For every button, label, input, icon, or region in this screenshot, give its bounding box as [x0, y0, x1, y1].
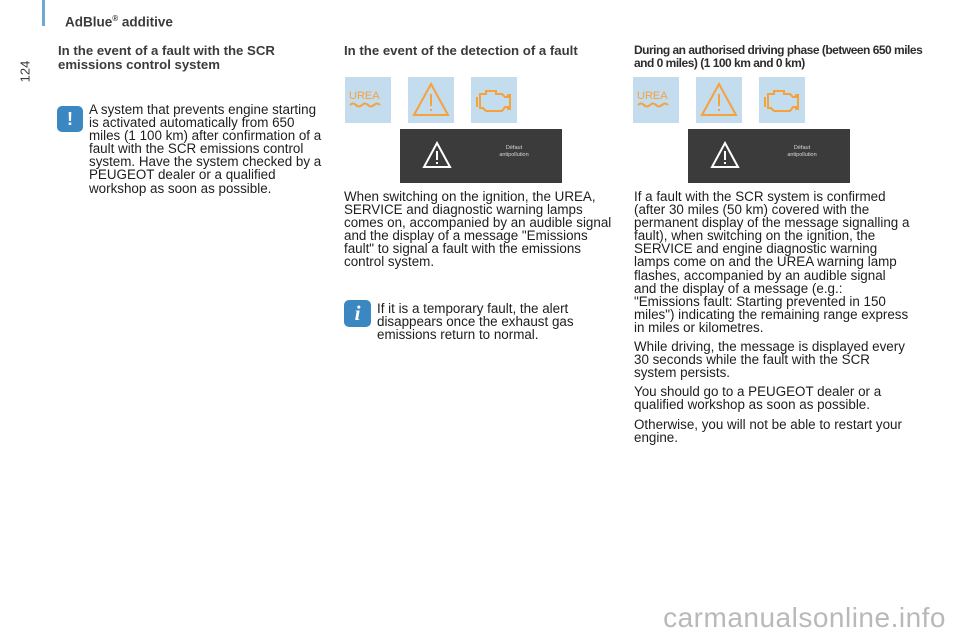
header-title-rest: additive: [118, 14, 173, 30]
col3-paragraph: Otherwise, you will not be able to restart your engine.: [634, 416, 902, 445]
col2-paragraph: [344, 190, 612, 269]
warning-badge-icon: !: [57, 106, 83, 132]
panel-message-line1: Défaut: [505, 145, 523, 151]
page-number: 124: [17, 60, 33, 83]
col3-body: [634, 190, 910, 450]
panel-message: [772, 145, 832, 159]
urea-lamp-label: UREA: [349, 90, 380, 102]
col2-info-text: If it is a temporary fault, the alert disappears once the exhaust gas emissions return to normal.: [377, 301, 574, 343]
warning-triangle-icon: [408, 77, 454, 123]
display-panel-icon: [688, 129, 850, 183]
header-registered-mark: ®: [112, 14, 119, 23]
col2-text: When switching on the ignition, the UREA, SERVICE and diagnostic warning lamps comes on, accompanied by an audible signal and the display of a message "Emissions fault" to signal a fault with the emissions control system.: [344, 189, 612, 270]
col1-heading: In the event of a fault with the SCR emissions control system: [58, 43, 275, 72]
panel-message-line2: antipollution: [499, 152, 529, 158]
col1-text: A system that prevents engine starting is activated automatically from 650 miles (1 100 km) after confirmation of a fault with the SCR emissions control system. Have the system checked by a PEUGEOT dealer or a qualified workshop as soon as possible.: [89, 102, 322, 196]
urea-lamp-label: UREA: [637, 90, 668, 102]
panel-message-line1: Défaut: [793, 145, 811, 151]
display-panel-icon: [400, 129, 562, 183]
col3-paragraph: If a fault with the SCR system is confirmed (after 30 miles (50 km) covered with the permanent display of the message signalling a fault), when switching on the ignition, the SERVICE and engine diagnostic warning lamps come on and the UREA warning lamp flashes, accompanied by an audible signal and the display of a message (e.g.: "Emissions fault: Starting prevented in 150 miles") indicating the remaining range express in miles or kilometres.: [634, 189, 910, 335]
col3-paragraph: While driving, the message is displayed every 30 seconds while the fault with the SCR system persists.: [634, 339, 905, 381]
col3-heading: During an authorised driving phase (between 650 miles and 0 miles) (1 100 km and 0 km): [634, 43, 923, 70]
info-badge-icon: i: [344, 300, 371, 327]
panel-message: [484, 145, 544, 159]
panel-message-line2: antipollution: [787, 152, 817, 158]
col1-paragraph: [58, 103, 328, 195]
section-header: [65, 14, 173, 30]
header-title: AdBlue: [65, 14, 113, 30]
warning-triangle-icon: [696, 77, 742, 123]
col3-paragraph: You should go to a PEUGEOT dealer or a qualified workshop as soon as possible.: [634, 384, 882, 413]
engine-diagnostic-icon: [759, 77, 805, 123]
engine-diagnostic-icon: [471, 77, 517, 123]
watermark-text: carmanualsonline.info: [663, 602, 946, 633]
urea-lamp-icon: [345, 77, 391, 123]
side-accent-bar: [42, 0, 45, 26]
urea-lamp-icon: [633, 77, 679, 123]
col2-heading: In the event of the detection of a fault: [344, 43, 578, 58]
